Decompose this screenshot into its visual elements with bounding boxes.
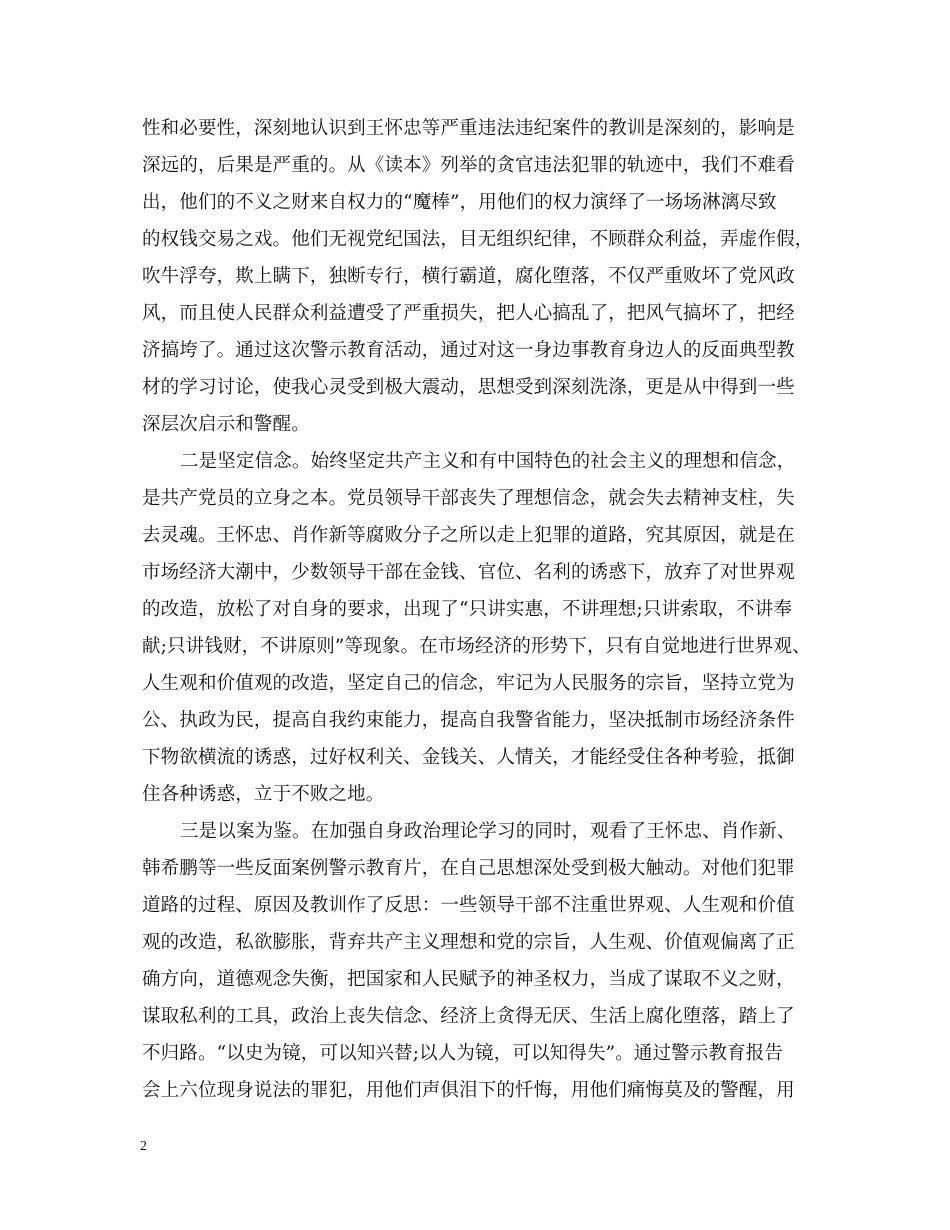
text-line: 确方向，道德观念失衡，把国家和人民赋予的神圣权力，当成了谋取不义之财， — [142, 969, 795, 990]
text-line: 的权钱交易之戏。他们无视党纪国法，目无组织纪律，不顾群众利益，弄虚作假， — [142, 229, 814, 250]
text-line: 性和必要性，深刻地认识到王怀忠等严重违法违纪案件的教训是深刻的，影响是 — [142, 118, 795, 139]
text-line: 公、执政为民，提高自我约束能力，提高自我警省能力，坚决抵制市场经济条件 — [142, 710, 795, 731]
text-line: 风，而且使人民群众利益遭受了严重损失，把人心搞乱了，把风气搞坏了，把经 — [142, 303, 795, 324]
text-line: 出，他们的不义之财来自权力的“魔棒”，用他们的权力演绎了一场场淋漓尽致 — [142, 192, 777, 213]
page-number: 2 — [140, 1139, 147, 1154]
text-line: 会上六位现身说法的罪犯，用他们声俱泪下的忏悔，用他们痛悔莫及的警醒，用 — [142, 1080, 795, 1101]
text-line: 住各种诱惑，立于不败之地。 — [142, 784, 385, 805]
paragraph-start-line: 二是坚定信念。始终坚定共产主义和有中国特色的社会主义的理想和信念， — [180, 451, 796, 472]
text-line: 韩希鹏等一些反面案例警示教育片，在自己思想深处受到极大触动。对他们犯罪 — [142, 858, 795, 879]
text-line: 市场经济大潮中，少数领导干部在金钱、官位、名利的诱惑下，放弃了对世界观 — [142, 562, 795, 583]
text-line: 材的学习讨论，使我心灵受到极大震动，思想受到深刻洗涤，更是从中得到一些 — [142, 377, 795, 398]
text-line: 观的改造，私欲膨胀，背弃共产主义理想和党的宗旨，人生观、价值观偏离了正 — [142, 932, 795, 953]
paragraph-start-line: 三是以案为鉴。在加强自身政治理论学习的同时，观看了王怀忠、肖作新、 — [180, 821, 796, 842]
text-line: 深层次启示和警醒。 — [142, 414, 310, 435]
text-line: 的改造，放松了对自身的要求，出现了“只讲实惠，不讲理想;只讲索取，不讲奉 — [142, 599, 793, 620]
text-line: 不归路。“以史为镜，可以知兴替;以人为镜，可以知得失”。通过警示教育报告 — [142, 1043, 784, 1064]
text-line: 吹牛浮夸，欺上瞒下，独断专行，横行霸道，腐化堕落，不仅严重败坏了党风政 — [142, 266, 795, 287]
text-line: 深远的，后果是严重的。从《读本》列举的贪官违法犯罪的轨迹中，我们不难看 — [142, 155, 795, 176]
text-line: 济搞垮了。通过这次警示教育活动，通过对这一身边事教育身边人的反面典型教 — [142, 340, 795, 361]
text-line: 道路的过程、原因及教训作了反思：一些领导干部不注重世界观、人生观和价值 — [142, 895, 795, 916]
text-line: 人生观和价值观的改造，坚定自己的信念，牢记为人民服务的宗旨，坚持立党为 — [142, 673, 795, 694]
text-line: 献;只讲钱财，不讲原则”等现象。在市场经济的形势下，只有自觉地进行世界观、 — [142, 636, 811, 657]
text-line: 下物欲横流的诱惑，过好权利关、金钱关、人情关，才能经受住各种考验，抵御 — [142, 747, 795, 768]
text-line: 去灵魂。王怀忠、肖作新等腐败分子之所以走上犯罪的道路，究其原因，就是在 — [142, 525, 795, 546]
text-line: 是共产党员的立身之本。党员领导干部丧失了理想信念，就会失去精神支柱，失 — [142, 488, 795, 509]
text-line: 谋取私利的工具，政治上丧失信念、经济上贪得无厌、生活上腐化堕落，踏上了 — [142, 1006, 795, 1027]
